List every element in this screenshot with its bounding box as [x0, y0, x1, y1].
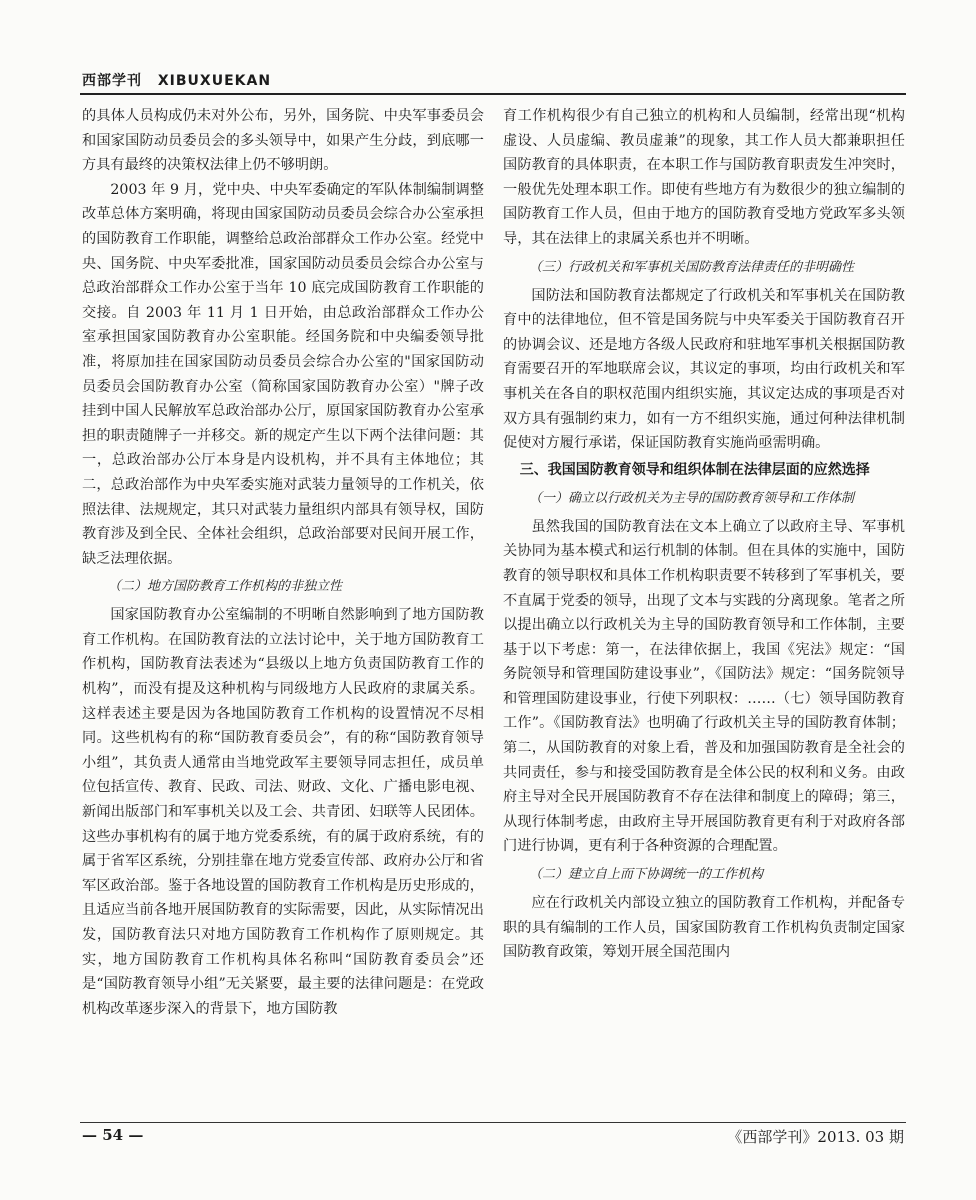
section-heading: 三、我国国防教育领导和组织体制在法律层面的应然选择 [519, 461, 870, 478]
subsection-heading: （二）建立自上而下协调统一的工作机构 [529, 867, 764, 883]
left-column [82, 104, 484, 1021]
subsection-heading: （三）行政机关和军事机关国防教育法律责任的非明确性 [529, 259, 855, 275]
subsection-heading: （二）地方国防教育工作机构的非独立性 [108, 579, 343, 595]
subsection-heading: （一）确立以行政机关为主导的国防教育领导和工作体制 [529, 490, 855, 506]
paragraph: 的具体人员构成仍未对外公布，另外，国务院、中央军事委员会和国家国防动员委员会的多头领导中，如果产生分歧，到底哪一方具有最终的决策权法律上仍不够明朗。 [82, 108, 484, 174]
paragraph: 2003 年 9 月，党中央、中央军委确定的军队体制编制调整改革总体方案明确，将现由国家国防动员委员会综合办公室承担的国防教育工作职能，调整给总政治部群众工作办公室。经党中央、国务院、中央军委批准，国家国防动员委员会综合办公室与总政治部群众工作办公室于当年 10 底完成国防教育工作职能的交接。自 2003 年 11 月 1 日开始，由总政治部群众工作办公室承担国家国防教育办公室职能。经国务院和中央编委领导批准，将原加挂在国家国防动员委员会综合办公室的"国家国防动员委员会国防教育办公室（简称国家国防教育办公室）"牌子改挂到中国人民解放军总政治部办公厅，原国家国防教育办公室承担的职责随牌子一并移交。新的规定产生以下两个法律问题：其一，总政治部办公厅本身是内设机构，并不具有主体地位；其二，总政治部作为中央军委实施对武装力量领导的工作机关，依照法律、法规规定，其只对武装力量组织内部具有领导权，国防教育涉及到全民、全体社会组织，总政治部要对民间开展工作，缺乏法理依据。 [82, 181, 484, 567]
paragraph: 国防法和国防教育法都规定了行政机关和军事机关在国防教育中的法律地位，但不管是国务院与中央军委关于国防教育召开的协调会议、还是地方各级人民政府和驻地军事机关根据国防教育需要召开的军地联席会议，其议定的事项，均由行政机关和军事机关在各自的职权范围内组织实施，其议定达成的事项是否对双方具有强制约束力，如有一方不组织实施，通过何种法律机制促使对方履行承诺，保证国防教育实施尚亟需明确。 [503, 287, 905, 452]
footer-rule [80, 1122, 906, 1123]
paragraph: 虽然我国的国防教育法在文本上确立了以政府主导、军事机关协同为基本模式和运行机制的体制。但在具体的实施中，国防教育的领导职权和具体工作机构职责要不转移到了军事机关，要不直属于党委的领导，出现了文本与实践的分离现象。笔者之所以提出确立以行政机关为主导的国防教育领导和工作体制，主要基于以下考虑：第一，在法律依据上，我国《宪法》规定：“国务院领导和管理国防建设事业”，《国防法》规定：“国务院领导和管理国防建设事业，行使下列职权：……（七）领导国防教育工作”。《国防教育法》也明确了行政机关主导的国防教育体制；第二，从国防教育的对象上看，普及和加强国防教育是全社会的共同责任，参与和接受国防教育是全体公民的权利和义务。由政府主导对全民开展国防教育不存在法律和制度上的障碍；第三，从现行体制考虑，由政府主导开展国防教育更有利于对政府各部门进行协调，更有利于各种资源的合理配置。 [503, 518, 905, 855]
paragraph: 育工作机构很少有自己独立的机构和人员编制，经常出现“机构虚设、人员虚编、教员虚兼”的现象，其工作人员大都兼职担任国防教育的具体职责，在本职工作与国防教育职责发生冲突时，一般优先处理本职工作。即使有些地方有为数很少的独立编制的国防教育工作人员，但由于地方的国防教育受地方党政军多头领导，其在法律上的隶属关系也并不明晰。 [503, 108, 905, 247]
paragraph: 应在行政机关内部设立独立的国防教育工作机构，并配备专职的具有编制的工作人员，国家国防教育工作机构负责制定国家国防教育政策，筹划开展全国范围内 [503, 895, 905, 961]
journal-name-cn: 西部学刊 [82, 73, 142, 89]
issue-label: 《西部学刊》2013. 03 期 [727, 1128, 904, 1146]
header-rule [80, 93, 906, 95]
paragraph: 国家国防教育办公室编制的不明晰自然影响到了地方国防教育工作机构。在国防教育法的立法讨论中，关于地方国防教育工作机构，国防教育法表述为“县级以上地方负责国防教育工作的机构”，而没有提及这种机构与同级地方人民政府的隶属关系。这样表述主要是因为各地国防教育工作机构的设置情况不尽相同。这些机构有的称“国防教育委员会”，有的称“国防教育领导小组”，其负责人通常由当地党政军主要领导同志担任，成员单位包括宣传、教育、民政、司法、财政、文化、广播电影电视、新闻出版部门和军事机关以及工会、共青团、妇联等人民团体。这些办事机构有的属于地方党委系统，有的属于政府系统，有的属于省军区系统，分别挂靠在地方党委宣传部、政府办公厅和省军区政治部。鉴于各地设置的国防教育工作机构是历史形成的，且适应当前各地开展国防教育的实际需要，因此，从实际情况出发，国防教育法只对地方国防教育工作机构作了原则规定。其实，地方国防教育工作机构具体名称叫“国防教育委员会”还是“国防教育领导小组”无关紧要，最主要的法律问题是：在党政机构改革逐步深入的背景下，地方国防教 [82, 607, 484, 1017]
page-number: — 54 — [82, 1126, 144, 1144]
journal-name-en: XIBUXUEKAN [157, 73, 272, 89]
right-column [503, 104, 905, 965]
